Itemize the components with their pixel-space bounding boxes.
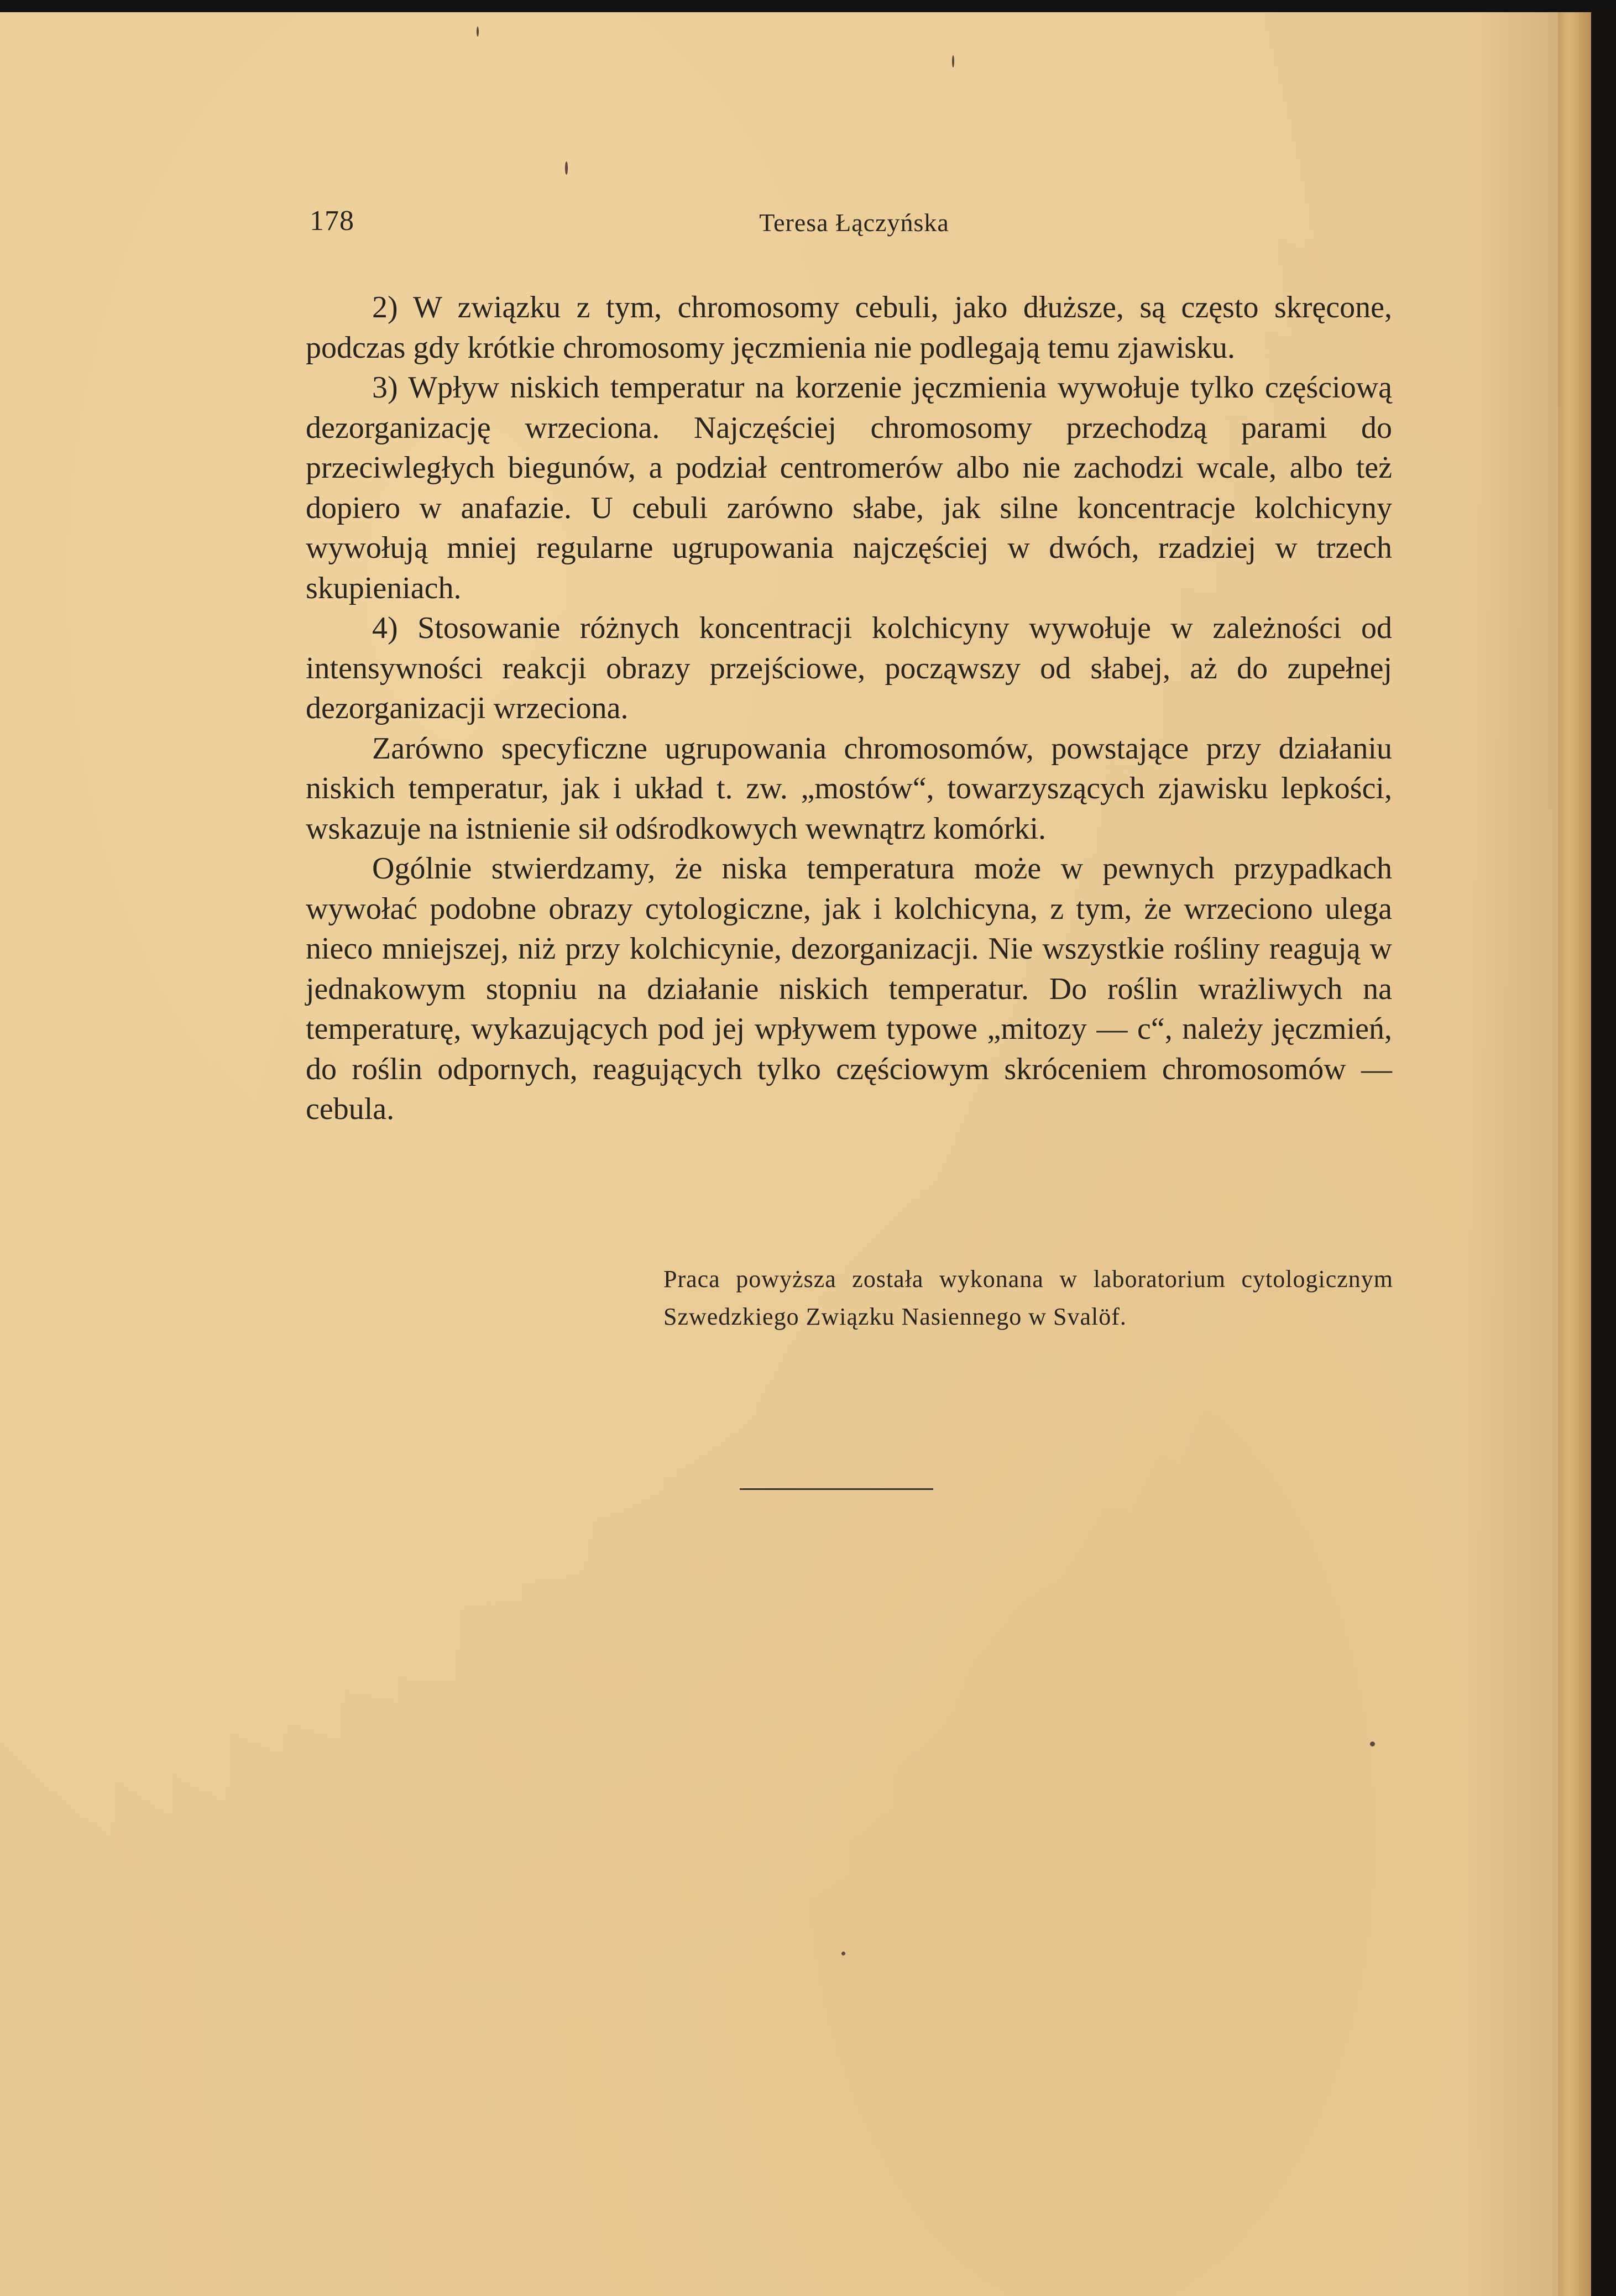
page-number: 178 [310,205,354,237]
paper-speck [841,1952,845,1955]
page-header [310,205,1399,249]
end-rule [740,1488,933,1490]
body-text [306,287,1392,1129]
paragraph: 3) Wpływ niskich temperatur na korzenie jęczmienia wywołuje tylko częściową dezorganizację wrzeciona. Najczęściej chromosomy przechodzą parami do przeciwległych biegunów, a podział centromerów albo nie zachodzi wcale, albo też dopiero w anafazie. U cebuli zarówno słabe, jak silne koncentracje kolchicyny wywołują mniej regularne ugrupowania najczęściej w dwóch, rzadziej w trzech skupieniach. [306,370,1392,605]
paper-speck [1370,1741,1375,1746]
scan-right-edge [1591,12,1616,2296]
page-binding-edge [1558,12,1591,2296]
paragraph: 4) Stosowanie różnych koncentracji kolchicyny wywołuje w zależności od intensywności reakcji obrazy przejściowe, począwszy od słabej, aż do zupełnej dezorganizacji wrzeciona. [306,611,1392,725]
paper-speck [565,161,568,175]
scan-top-edge [0,0,1616,12]
paper-speck [477,27,479,36]
running-head: Teresa Łączyńska [759,208,949,237]
paragraph: Ogólnie stwierdzamy, że niska temperatura może w pewnych przypadkach wywołać podobne obrazy cytologiczne, jak i kolchicyna, z tym, że wrzeciono ulega nieco mniejszej, niż przy kolchicynie, dezorganizacji. Nie wszystkie rośliny reagują w jednakowym stopniu na działanie niskich temperatur. Do roślin wrażliwych na temperaturę, wykazujących pod jej wpływem typowe „mitozy — c“, należy jęczmień, do roślin odpornych, reagujących tylko częściowym skróceniem chromosomów — cebula. [306,851,1392,1126]
acknowledgement-note: Praca powyższa została wykonana w laboratorium cytologicznym Szwedzkiego Związku Nasiennego w Svalöf. [663,1265,1393,1330]
paragraph: 2) W związku z tym, chromosomy cebuli, jako dłuższe, są często skręcone, podczas gdy krótkie chromosomy jęczmienia nie podlegają temu zjawisku. [306,290,1392,365]
paragraph: Zarówno specyficzne ugrupowania chromosomów, powstające przy działaniu niskich temperatur, jak i układ t. zw. „mostów“, towarzyszących zjawisku lepkości, wskazuje na istnienie sił odśrodkowych wewnątrz komórki. [306,731,1392,846]
paper-speck [952,55,954,67]
